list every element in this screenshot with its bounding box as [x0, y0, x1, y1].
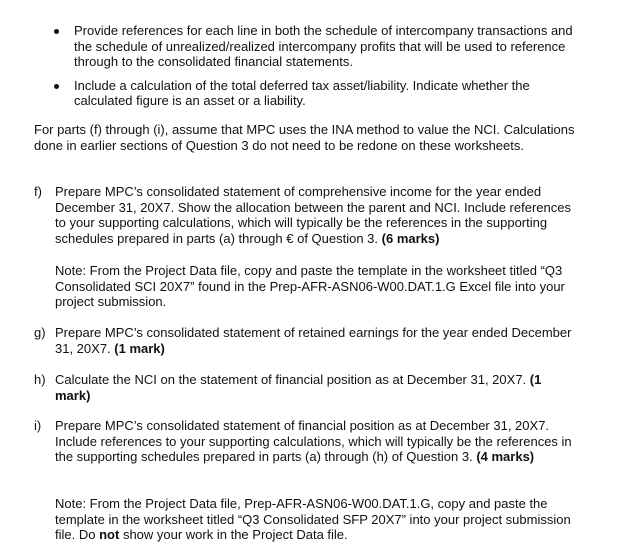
bullet-list: [50, 23, 575, 109]
part-i-note: [55, 496, 575, 543]
part-f-marks: (6 marks): [381, 230, 440, 246]
part-i-note-after: show your work in the Project Data file.: [122, 527, 348, 542]
part-h: [34, 372, 579, 403]
part-i-letter: i): [34, 418, 42, 433]
part-g: [34, 325, 579, 356]
part-i-marks: (4 marks): [476, 449, 535, 464]
part-i-text: Prepare MPC’s consolidated statement of financial position as at December 31, 20X7. Include references to your supporting calculations, which will typically be the references in the supporting schedules prepared in parts (a) through (h) of Question 3.: [55, 418, 572, 464]
part-h-text: Calculate the NCI on the statement of financial position as at December 31, 20X7.: [55, 372, 527, 387]
bullet-text: Provide references for each line in both the schedule of intercompany transactions and the schedule of unrealized/realized intercompany profits that will be used to reference through to the consolidated financial statements.: [74, 23, 573, 69]
part-i-note-before: Note: From the Project Data file, Prep-AFR-ASN06-W00.DAT.1.G, copy and paste the template in the worksheet titled “Q3 Consolidated SFP 20X7” into your project submission file. Do: [55, 496, 571, 542]
part-f-text: Prepare MPC’s consolidated statement of comprehensive income for the year ended December 31, 20X7. Show the allocation between the parent and NCI. Include references to your supporting calculations, which will typically be the references in the supporting schedules prepared in parts (a) through € of Question 3.: [55, 184, 571, 246]
bullet-item-references: [50, 23, 575, 70]
part-f-note: Note: From the Project Data file, copy and paste the template in the worksheet titled “Q3 Consolidated SCI 20X7” found in the Prep-AFR-ASN06-W00.DAT.1.G Excel file into your project submission.: [55, 263, 565, 309]
bullet-dot-icon: [54, 84, 59, 89]
part-i: [34, 418, 579, 465]
intro-paragraph: For parts (f) through (i), assume that MPC uses the INA method to value the NCI. Calculations done in earlier sections of Question 3 do not need to be redone on these worksheets.: [34, 122, 575, 153]
part-h-marks: (1 mark): [55, 372, 542, 403]
part-g-text: Prepare MPC’s consolidated statement of retained earnings for the year ended December 31, 20X7.: [55, 325, 572, 356]
part-i-note-emphasis: not: [99, 527, 120, 542]
part-g-letter: g): [34, 325, 46, 340]
bullet-dot-icon: [54, 29, 59, 34]
part-g-marks: (1 mark): [114, 340, 165, 356]
bullet-item-deferred-tax: [50, 78, 575, 109]
part-f-letter: f): [34, 184, 42, 199]
bullet-text: Include a calculation of the total deferred tax asset/liability. Indicate whether the calculated figure is an asset or a liability.: [74, 77, 530, 108]
part-h-letter: h): [34, 372, 46, 387]
part-f: [34, 184, 579, 246]
